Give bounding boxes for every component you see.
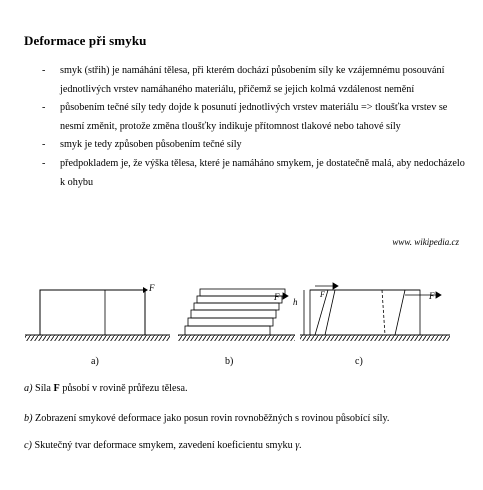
bullet-item (42, 136, 467, 155)
ground-b (178, 335, 295, 341)
ground-a (25, 335, 170, 341)
figure-label-b: b) (225, 356, 234, 367)
diagram-a (40, 283, 155, 335)
force-label-b: F (274, 292, 280, 302)
diagram-b (185, 289, 288, 335)
page-title: Deformace při smyku (24, 33, 147, 48)
bullet-text: smyk je tedy způsoben působením tečné síly (60, 139, 242, 151)
caption-text: Zobrazení smykové deformace jako posun rovin rovnoběžných s rovinou působící síly. (32, 413, 390, 424)
caption-text: Skutečný tvar deformace smykem, zavedení koeficientu smyku (31, 440, 296, 451)
bullet-dash: - (42, 65, 46, 76)
ground-c (300, 335, 450, 341)
caption-a (24, 383, 188, 394)
bullet-list (42, 62, 467, 192)
caption-letter: a) (24, 383, 33, 394)
shear-figure (10, 270, 450, 350)
caption-text: působí v rovině průřezu tělesa. (59, 383, 188, 394)
force-label-c: F (429, 291, 435, 301)
figure-label-a: a) (91, 356, 99, 367)
force-label-a: F (149, 283, 155, 293)
caption-bold: F (53, 383, 60, 394)
caption-letter: c) (24, 440, 32, 451)
caption-letter: b) (24, 413, 33, 424)
caption-symbol: γ. (295, 440, 302, 451)
bullet-item (42, 62, 467, 99)
bullet-text: předpokladem je, že výška tělesa, které je namáháno smykem, je dostatečně malá, aby nedocházelo k ohybu (60, 157, 465, 188)
caption-c (24, 440, 302, 451)
bullet-text: smyk (střih) je namáhání tělesa, při kterém dochází působením síly ke vzájemnému posouvání jednotlivých vrstev namáhaného materiálu, přičemž se jejich kolmá vzdálenost nemění (60, 65, 445, 95)
bullet-dash: - (42, 102, 46, 114)
caption-b (24, 413, 389, 424)
bullet-dash: - (42, 139, 46, 151)
bullet-item (42, 99, 467, 136)
height-label: h (293, 297, 298, 307)
force-label-c-small: F (320, 290, 325, 299)
caption-text: Síla (32, 383, 54, 394)
source-credit: www. wikipedia.cz (392, 237, 459, 247)
bullet-dash: - (42, 157, 46, 169)
bullet-text: působením tečné síly tedy dojde k posunutí jednotlivých vrstev materiálu => tloušťka vrstev se nesmí změnit, protože změna tloušťky indikuje přítomnost tlakové nebo tahové síly (60, 102, 448, 132)
diagram-c (293, 283, 441, 335)
figure-label-c: c) (355, 356, 363, 367)
bullet-item (42, 155, 467, 192)
